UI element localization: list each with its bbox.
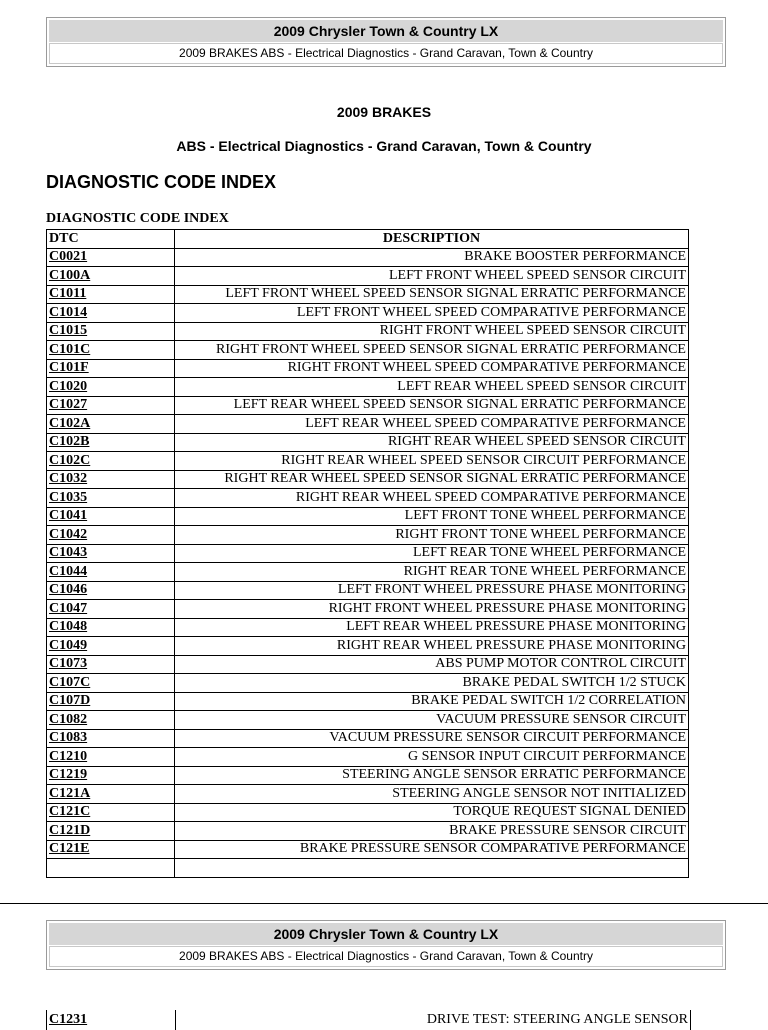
table-caption: DIAGNOSTIC CODE INDEX xyxy=(46,211,229,226)
dtc-description: BRAKE PEDAL SWITCH 1/2 CORRELATION xyxy=(175,692,689,711)
dtc-description: STEERING ANGLE SENSOR ERRATIC PERFORMANCE xyxy=(175,766,689,785)
table-row xyxy=(47,359,689,378)
table-row xyxy=(47,378,689,397)
table-row xyxy=(47,859,689,878)
dtc-description: RIGHT REAR WHEEL SPEED SENSOR CIRCUIT PERFORMANCE xyxy=(175,452,689,471)
dtc-description: RIGHT FRONT WHEEL PRESSURE PHASE MONITORING xyxy=(175,600,689,619)
dtc-code-link[interactable]: C0021 xyxy=(47,248,175,267)
dtc-description xyxy=(175,859,689,878)
dtc-description: LEFT FRONT TONE WHEEL PERFORMANCE xyxy=(175,507,689,526)
table-row xyxy=(47,285,689,304)
dtc-description: LEFT FRONT WHEEL SPEED COMPARATIVE PERFORMANCE xyxy=(175,304,689,323)
table-header-row xyxy=(47,230,689,249)
dtc-code-link xyxy=(47,859,175,878)
dtc-description: RIGHT REAR WHEEL SPEED SENSOR SIGNAL ERRATIC PERFORMANCE xyxy=(175,470,689,489)
dtc-code-link[interactable]: C1015 xyxy=(47,322,175,341)
table-row xyxy=(47,655,689,674)
table-row xyxy=(47,674,689,693)
dtc-description: RIGHT FRONT TONE WHEEL PERFORMANCE xyxy=(175,526,689,545)
table-row xyxy=(47,526,689,545)
dtc-code-link[interactable]: C1231 xyxy=(49,1012,88,1027)
table-row xyxy=(47,267,689,286)
dtc-description: RIGHT REAR WHEEL PRESSURE PHASE MONITORING xyxy=(175,637,689,656)
dtc-description: LEFT REAR WHEEL PRESSURE PHASE MONITORING xyxy=(175,618,689,637)
dtc-description: RIGHT FRONT WHEEL SPEED SENSOR CIRCUIT xyxy=(175,322,689,341)
diagnostic-code-table xyxy=(46,229,689,878)
next-header-title: 2009 Chrysler Town & Country LX xyxy=(49,923,723,945)
next-header-subtitle: 2009 BRAKES ABS - Electrical Diagnostics - Grand Caravan, Town & Country xyxy=(49,946,723,967)
column-header-description: DESCRIPTION xyxy=(175,230,689,249)
dtc-code-link[interactable]: C102A xyxy=(47,415,175,434)
doc-heading-1: 2009 BRAKES xyxy=(336,104,432,120)
dtc-code-link[interactable]: C121E xyxy=(47,840,175,859)
dtc-code-link[interactable]: C1048 xyxy=(47,618,175,637)
dtc-code-link[interactable]: C100A xyxy=(47,267,175,286)
table-row xyxy=(47,581,689,600)
dtc-description: RIGHT FRONT WHEEL SPEED COMPARATIVE PERFORMANCE xyxy=(175,359,689,378)
dtc-code-link[interactable]: C1032 xyxy=(47,470,175,489)
table-row xyxy=(47,618,689,637)
dtc-code-link[interactable]: C102C xyxy=(47,452,175,471)
dtc-description: BRAKE BOOSTER PERFORMANCE xyxy=(175,248,689,267)
dtc-code-link[interactable]: C121C xyxy=(47,803,175,822)
table-row xyxy=(47,470,689,489)
dtc-code-link[interactable]: C1027 xyxy=(47,396,175,415)
page-break-line xyxy=(0,903,768,904)
dtc-description: LEFT FRONT WHEEL SPEED SENSOR CIRCUIT xyxy=(175,267,689,286)
table-row xyxy=(47,341,689,360)
dtc-description: ABS PUMP MOTOR CONTROL CIRCUIT xyxy=(175,655,689,674)
dtc-code-link[interactable]: C1044 xyxy=(47,563,175,582)
column-header-dtc: DTC xyxy=(47,230,175,249)
table-row xyxy=(47,822,689,841)
dtc-code-link[interactable]: C121A xyxy=(47,785,175,804)
dtc-description: RIGHT REAR TONE WHEEL PERFORMANCE xyxy=(175,563,689,582)
dtc-code-link[interactable]: C1049 xyxy=(47,637,175,656)
table-row xyxy=(47,507,689,526)
table-row xyxy=(47,415,689,434)
table-row xyxy=(47,766,689,785)
table-row xyxy=(47,637,689,656)
dtc-description: RIGHT REAR WHEEL SPEED COMPARATIVE PERFORMANCE xyxy=(175,489,689,508)
dtc-code-link[interactable]: C1046 xyxy=(47,581,175,600)
dtc-description: STEERING ANGLE SENSOR NOT INITIALIZED xyxy=(175,785,689,804)
dtc-code-link[interactable]: C1011 xyxy=(47,285,175,304)
dtc-description: TORQUE REQUEST SIGNAL DENIED xyxy=(175,803,689,822)
section-title: DIAGNOSTIC CODE INDEX xyxy=(46,172,277,192)
dtc-code-link[interactable]: C1043 xyxy=(47,544,175,563)
dtc-code-link[interactable]: C1083 xyxy=(47,729,175,748)
dtc-code-link[interactable]: C1047 xyxy=(47,600,175,619)
dtc-code-link[interactable]: C1020 xyxy=(47,378,175,397)
dtc-description: LEFT REAR TONE WHEEL PERFORMANCE xyxy=(175,544,689,563)
dtc-code-link[interactable]: C1035 xyxy=(47,489,175,508)
table-row xyxy=(47,711,689,730)
table-row-continued xyxy=(46,1010,691,1030)
table-row xyxy=(47,692,689,711)
dtc-description: LEFT REAR WHEEL SPEED COMPARATIVE PERFORMANCE xyxy=(175,415,689,434)
table-row xyxy=(47,600,689,619)
dtc-description: G SENSOR INPUT CIRCUIT PERFORMANCE xyxy=(175,748,689,767)
table-row xyxy=(47,489,689,508)
table-row xyxy=(47,729,689,748)
table-row xyxy=(47,563,689,582)
doc-heading-2: ABS - Electrical Diagnostics - Grand Caravan, Town & Country xyxy=(176,138,592,154)
table-row xyxy=(47,248,689,267)
table-row xyxy=(47,544,689,563)
table-row xyxy=(47,748,689,767)
table-row xyxy=(47,452,689,471)
table-row xyxy=(47,785,689,804)
table-row xyxy=(47,304,689,323)
dtc-description: BRAKE PRESSURE SENSOR COMPARATIVE PERFORMANCE xyxy=(175,840,689,859)
dtc-description: VACUUM PRESSURE SENSOR CIRCUIT xyxy=(175,711,689,730)
dtc-code-link[interactable]: C1210 xyxy=(47,748,175,767)
dtc-description: LEFT REAR WHEEL SPEED SENSOR CIRCUIT xyxy=(175,378,689,397)
table-row xyxy=(47,840,689,859)
dtc-code-link[interactable]: C101C xyxy=(47,341,175,360)
dtc-code-link[interactable]: C107D xyxy=(47,692,175,711)
dtc-description: LEFT REAR WHEEL SPEED SENSOR SIGNAL ERRATIC PERFORMANCE xyxy=(175,396,689,415)
dtc-code-link[interactable]: C1042 xyxy=(47,526,175,545)
dtc-description: LEFT FRONT WHEEL PRESSURE PHASE MONITORING xyxy=(175,581,689,600)
dtc-description: BRAKE PRESSURE SENSOR CIRCUIT xyxy=(175,822,689,841)
dtc-code-link[interactable]: C1082 xyxy=(47,711,175,730)
dtc-description: VACUUM PRESSURE SENSOR CIRCUIT PERFORMANCE xyxy=(175,729,689,748)
table-row xyxy=(47,803,689,822)
table-row xyxy=(47,396,689,415)
next-page-header xyxy=(46,920,726,970)
dtc-description: BRAKE PEDAL SWITCH 1/2 STUCK xyxy=(175,674,689,693)
dtc-description: DRIVE TEST: STEERING ANGLE SENSOR xyxy=(426,1012,688,1027)
table-row xyxy=(47,322,689,341)
dtc-description: RIGHT FRONT WHEEL SPEED SENSOR SIGNAL ERRATIC PERFORMANCE xyxy=(175,341,689,360)
dtc-code-link[interactable]: C1219 xyxy=(47,766,175,785)
dtc-code-link[interactable]: C1041 xyxy=(47,507,175,526)
dtc-code-link[interactable]: C1073 xyxy=(47,655,175,674)
dtc-description: LEFT FRONT WHEEL SPEED SENSOR SIGNAL ERRATIC PERFORMANCE xyxy=(175,285,689,304)
dtc-code-link[interactable]: C1014 xyxy=(47,304,175,323)
dtc-description: RIGHT REAR WHEEL SPEED SENSOR CIRCUIT xyxy=(175,433,689,452)
column-divider xyxy=(175,1010,176,1030)
page-header xyxy=(46,17,726,67)
dtc-code-link[interactable]: C101F xyxy=(47,359,175,378)
header-subtitle: 2009 BRAKES ABS - Electrical Diagnostics - Grand Caravan, Town & Country xyxy=(49,43,723,64)
dtc-code-link[interactable]: C121D xyxy=(47,822,175,841)
header-title: 2009 Chrysler Town & Country LX xyxy=(49,20,723,42)
dtc-code-link[interactable]: C102B xyxy=(47,433,175,452)
dtc-code-link[interactable]: C107C xyxy=(47,674,175,693)
table-row xyxy=(47,433,689,452)
